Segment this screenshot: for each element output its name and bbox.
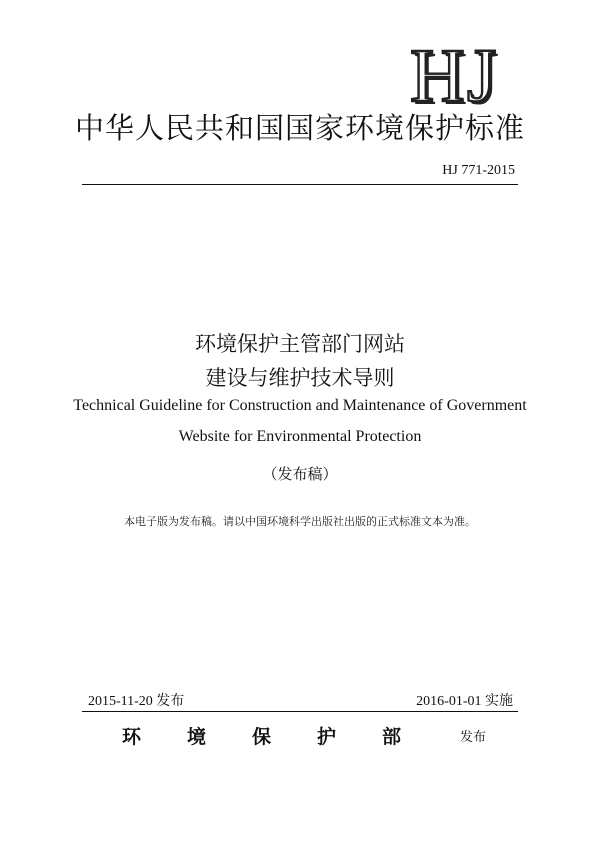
bottom-divider: [82, 711, 518, 712]
issuer-name: 环境保护部: [122, 726, 448, 748]
edition-note: 本电子版为发布稿。请以中国环境科学出版社出版的正式标准文本为准。: [124, 515, 476, 528]
issue-date: 2015-11-20 发布: [88, 694, 185, 709]
draft-label: （发布稿）: [262, 465, 338, 483]
hj-logo: HJ: [410, 34, 499, 118]
title-cn-line2: 建设与维护技术导则: [205, 366, 395, 390]
title-en-line2: Website for Environmental Protection: [178, 428, 422, 445]
top-divider: [82, 184, 518, 185]
issuer-suffix: 发布: [460, 730, 487, 745]
standard-number: HJ 771-2015: [442, 163, 515, 178]
title-en-line1: Technical Guideline for Construction and Maintenance of Government: [73, 397, 527, 414]
effective-date: 2016-01-01 实施: [416, 694, 513, 709]
title-cn-line1: 环境保护主管部门网站: [195, 332, 405, 356]
standard-name: 中华人民共和国国家环境保护标准: [74, 111, 525, 145]
